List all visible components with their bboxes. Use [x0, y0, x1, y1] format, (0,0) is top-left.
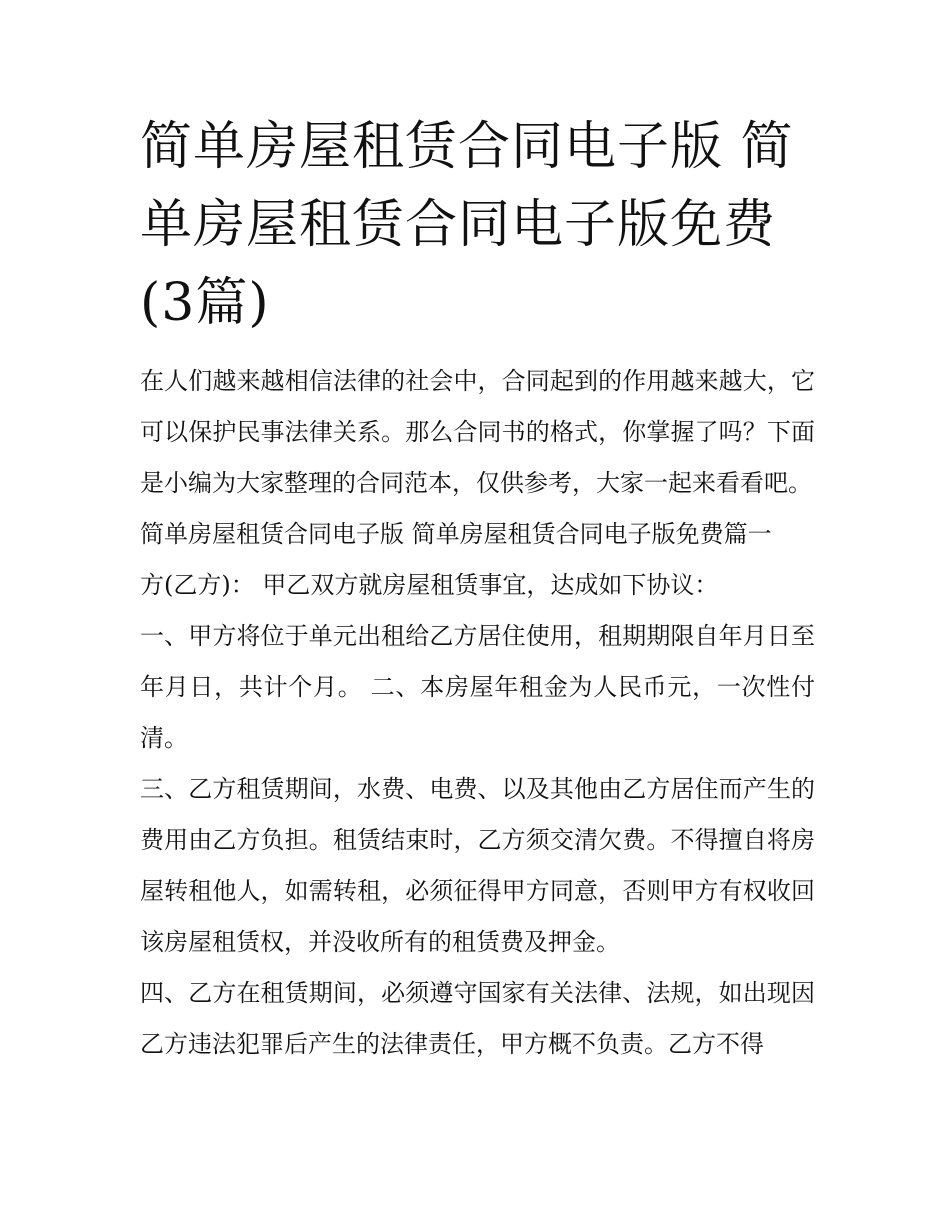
section-heading: 简单房屋租赁合同电子版 简单房屋租赁合同电子版免费篇一 — [140, 520, 772, 548]
document-page — [140, 108, 815, 1070]
clause-1-2-paragraph: 一、甲方将位于单元出租给乙方居住使用，租期期限自年月日至年月日，共计个月。 二、本房屋年租金为人民币元，一次性付清。 — [140, 622, 815, 752]
document-title: 简单房屋租赁合同电子版 简单房屋租赁合同电子版免费(3篇) — [140, 117, 794, 333]
clause-4-paragraph: 四、乙方在租赁期间，必须遵守国家有关法律、法规，如出现因乙方违法犯罪后产生的法律责任，甲方概不负责。乙方不得 — [140, 979, 815, 1058]
document-body — [140, 356, 815, 1070]
clause-3-paragraph: 三、乙方租赁期间，水费、电费、以及其他由乙方居住而产生的费用由乙方负担。租赁结束时，乙方须交清欠费。不得擅自将房屋转租他人，如需转租，必须征得甲方同意，否则甲方有权收回该房屋租赁权，并没收所有的租赁费及押金。 — [140, 775, 815, 956]
parties-paragraph: 方(乙方)： 甲乙双方就房屋租赁事宜，达成如下协议： — [140, 571, 719, 599]
intro-paragraph: 在人们越来越相信法律的社会中，合同起到的作用越来越大，它可以保护民事法律关系。那么合同书的格式，你掌握了吗？下面是小编为大家整理的合同范本，仅供参考，大家一起来看看吧。 — [140, 367, 815, 497]
